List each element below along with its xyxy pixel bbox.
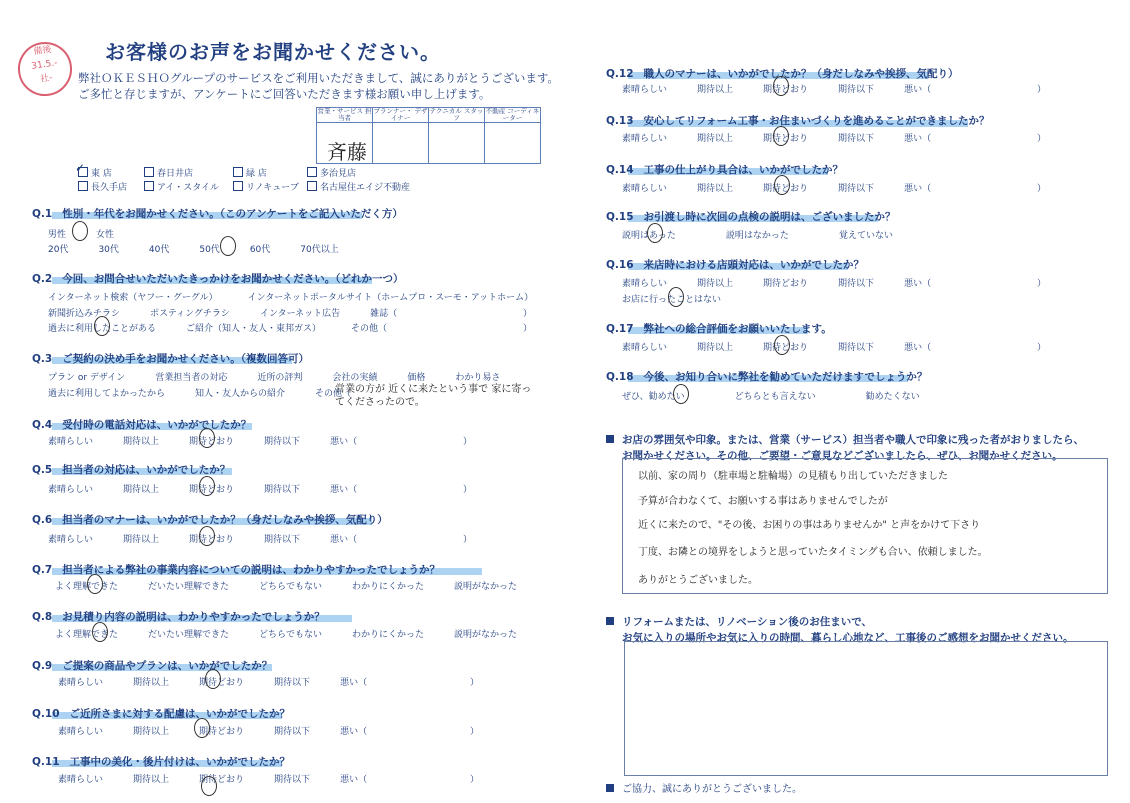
q7-question: Q.7 担当者による弊社の事業内容についての説明は、わかりやすかったでしょうか？ (32, 564, 441, 576)
q4-options[interactable]: 素晴らしい 期待以上 期待どおり 期待以下 悪い（ (48, 437, 358, 447)
q14-options[interactable]: 素晴らしい 期待以上 期待どおり 期待以下 悪い（ (622, 184, 932, 194)
page-title: お客様のお声をお聞かせください。 (105, 40, 441, 64)
store-higashi[interactable]: 東 店 (78, 166, 112, 179)
q13-circle (773, 126, 789, 146)
q6-options[interactable]: 素晴らしい 期待以上 期待どおり 期待以下 悪い（ (48, 535, 358, 545)
q6-paren-close: ） (463, 535, 473, 545)
q11-question: Q.11 工事中の美化・後片付けは、いかがでしたか？ (32, 756, 291, 768)
reform-section-label: リフォームまたは、リノベーション後のお住まいで、 お気に入りの場所やお気に入りの時間、暮らし心地など、工事後のご感想をお聞かせください。 (606, 614, 1074, 646)
q3-options-row2[interactable]: 過去に利用してよかったから 知人・友人からの紹介 その他（ (48, 389, 352, 399)
q11-paren-close: ） (470, 775, 480, 785)
q17-question: Q.17 弊社への総合評価をお願いいたします。 (606, 323, 832, 335)
q10-options[interactable]: 素晴らしい 期待以上 期待どおり 期待以下 悪い（ (58, 727, 368, 737)
q2-paren-close: ） (523, 309, 533, 319)
q10-circle (194, 718, 210, 738)
q5-paren-close: ） (463, 485, 473, 495)
q11-circle (201, 776, 217, 796)
square-bullet-icon (606, 435, 614, 443)
q15-options[interactable]: 説明はあった 説明はなかった 覚えていない (622, 231, 893, 241)
store-nagoya-realestate[interactable]: 名古屋住エイジ不動産 (307, 180, 410, 193)
q5-circle (199, 476, 215, 496)
staff-cell-technical[interactable] (429, 123, 485, 164)
staff-header-realestate: 不動産 コーディネーター (485, 107, 540, 122)
q14-paren-close: ） (1037, 184, 1047, 194)
comment-section-label: お店の雰囲気や印象。または、営業（サービス）担当者や職人で印象に残った者がおりましたら、 お聞かせください。その他、ご要望・ご意見などございましたら、ぜひ、お聞かせください。 (606, 432, 1084, 464)
q12-options[interactable]: 素晴らしい 期待以上 期待どおり 期待以下 悪い（ (622, 85, 932, 95)
intro-line-1: 弊社ＯＫＥＳＨＯグループのサービスをご利用いただきまして、誠にありがとうございます。 (78, 71, 559, 85)
q17-options[interactable]: 素晴らしい 期待以上 期待どおり 期待以下 悪い（ (622, 343, 932, 353)
store-i-style[interactable]: アイ・スタイル (144, 180, 219, 193)
q16-paren-close: ） (1037, 279, 1047, 289)
staff-cell-realestate[interactable] (485, 123, 541, 164)
q14-circle (774, 175, 790, 195)
store-renocube[interactable]: リノキューブ (233, 180, 299, 193)
q4-circle (199, 428, 215, 448)
store-tajimi[interactable]: 多治見店 (307, 166, 356, 179)
q6-question: Q.6 担当者のマナーは、いかがでしたか？（身だしなみや挨拶、気配り） (32, 514, 388, 526)
q1-gender-circle (72, 221, 88, 241)
comment-line-3: 近くに来たので、"その後、お困りの事はありませんか" と声をかけて下さり (638, 520, 981, 531)
q4-question: Q.4 受付時の電話対応は、いかがでしたか？ (32, 419, 252, 431)
q11-options[interactable]: 素晴らしい 期待以上 期待どおり 期待以下 悪い（ (58, 775, 368, 785)
staff-header-technical: テクニカル スタッフ (429, 107, 484, 122)
check-mark-icon: ✓ (75, 161, 86, 175)
received-stamp: 備後 31.5.- 社- (15, 39, 76, 100)
q6-circle (199, 526, 215, 546)
q7-options[interactable]: よく理解できた だいたい理解できた どちらでもない わかりにくかった 説明がなかった (55, 582, 517, 592)
q2-options-row3[interactable]: 過去に利用したことがある ご紹介（知人・友人・東邦ガス） その他（ (48, 324, 388, 334)
q10-question: Q.10 ご近所さまに対する配慮は、いかがでしたか？ (32, 708, 291, 720)
comment-line-1: 以前、家の周り（駐車場と駐輪場）の見積もり出していただきました (638, 471, 948, 482)
q18-circle (673, 384, 689, 404)
q13-paren-close: ） (1037, 134, 1047, 144)
q2-question: Q.2 今回、お問合せいただいたきっかけをお聞かせください。（どれか一つ） (32, 273, 404, 285)
q10-paren-close: ） (470, 727, 480, 737)
q18-question: Q.18 今後、お知り合いに弊社を勧めていただけますでしょうか？ (606, 371, 928, 383)
q8-options[interactable]: よく理解できた だいたい理解できた どちらでもない わかりにくかった 説明がなかった (55, 630, 517, 640)
q1-age-options[interactable]: 20代 30代 40代 50代 60代 70代以上 (48, 245, 339, 255)
q15-circle (647, 223, 663, 243)
comment-line-5: ありがとうございました。 (638, 575, 758, 586)
store-nagakute[interactable]: 長久手店 (78, 180, 127, 193)
q13-options[interactable]: 素晴らしい 期待以上 期待どおり 期待以下 悪い（ (622, 134, 932, 144)
comment-line-2: 予算が合わなくて、お願いする事はありませんでしたが (638, 496, 888, 507)
q9-circle (205, 669, 221, 689)
staff-cell-planner[interactable] (373, 123, 429, 164)
q8-question: Q.8 お見積り内容の説明は、わかりやすかったでしょうか？ (32, 611, 325, 623)
q1-age-circle (220, 236, 236, 256)
q17-circle (774, 335, 790, 355)
q2-paren-close-2: ） (523, 324, 533, 334)
q16-question: Q.16 来店時における店頭対応は、いかがでしたか？ (606, 259, 865, 271)
thanks-message: ご協力、誠にありがとうございました。 (606, 780, 802, 797)
q3-handwritten-note: 営業の方が 近くに来たという事で 家に寄ってくださったので。 (335, 384, 532, 408)
staff-header-planner: プランナー・ デザイナー (373, 107, 428, 122)
q16-extra-option[interactable]: お店に行ったことはない (622, 295, 722, 305)
staff-header-sales: 営業・サービス 担当者 (317, 107, 372, 122)
staff-name-handwritten: 斉藤 (327, 140, 367, 164)
q7-circle (87, 574, 103, 594)
q5-question: Q.5 担当者の対応は、いかがでしたか？ (32, 464, 231, 476)
q2-circle (94, 316, 110, 336)
q16-options[interactable]: 素晴らしい 期待以上 期待どおり 期待以下 悪い（ (622, 279, 932, 289)
square-bullet-icon (606, 784, 614, 792)
q2-options-row1[interactable]: インターネット検索（ヤフー・グーグル） インターネットポータルサイト（ホームプロ・スーモ・アットホーム） (48, 293, 534, 303)
q1-gender-options[interactable]: 男性 女性 (48, 230, 115, 240)
q9-options[interactable]: 素晴らしい 期待以上 期待どおり 期待以下 悪い（ (58, 678, 368, 688)
q1-question: Q.1 性別・年代をお聞かせください。（このアンケートをご記入いただく方） (32, 208, 403, 220)
q15-question: Q.15 お引渡し時に次回の点検の説明は、ございましたか？ (606, 211, 896, 223)
q12-paren-close: ） (1037, 85, 1047, 95)
q18-options[interactable]: ぜひ、勧めたい どちらとも言えない 勧めたくない (622, 392, 920, 402)
q12-circle (773, 76, 789, 96)
store-kasugai[interactable]: 春日井店 (144, 166, 193, 179)
reform-textarea[interactable] (624, 641, 1108, 776)
comment-line-4: 丁度、お隣との境界をしようと思っていたタイミングも合い、依頼しました。 (638, 547, 988, 558)
square-bullet-icon (606, 617, 614, 625)
q12-question: Q.12 職人のマナーは、いかがでしたか？（身だしなみや挨拶、気配り） (606, 68, 959, 80)
intro-line-2: ご多忙と存じますが、アンケートにご回答いただきます様お願い申し上げます。 (78, 87, 491, 101)
store-midori[interactable]: 緑 店 (233, 166, 267, 179)
q14-question: Q.14 工事の仕上がり具合は、いかがでしたか？ (606, 164, 844, 176)
q13-question: Q.13 安心してリフォーム工事・お住まいづくりを進めることができましたか？ (606, 115, 990, 127)
q16-circle (668, 287, 684, 307)
q2-options-row2[interactable]: 新聞折込みチラシ ポスティングチラシ インターネット広告 雑誌（ (48, 309, 398, 319)
q17-paren-close: ） (1037, 343, 1047, 353)
q3-options-row1[interactable]: プラン or デザイン 営業担当者の対応 近所の評判 会社の実績 価格 わかり易さ (48, 373, 501, 383)
q8-circle (92, 622, 108, 642)
q4-paren-close: ） (463, 437, 473, 447)
q9-paren-close: ） (470, 678, 480, 688)
q3-question: Q.3 ご契約の決め手をお聞かせください。（複数回答可） (32, 353, 309, 365)
q9-question: Q.9 ご提案の商品やプランは、いかがでしたか？ (32, 660, 273, 672)
q5-options[interactable]: 素晴らしい 期待以上 期待どおり 期待以下 悪い（ (48, 485, 358, 495)
